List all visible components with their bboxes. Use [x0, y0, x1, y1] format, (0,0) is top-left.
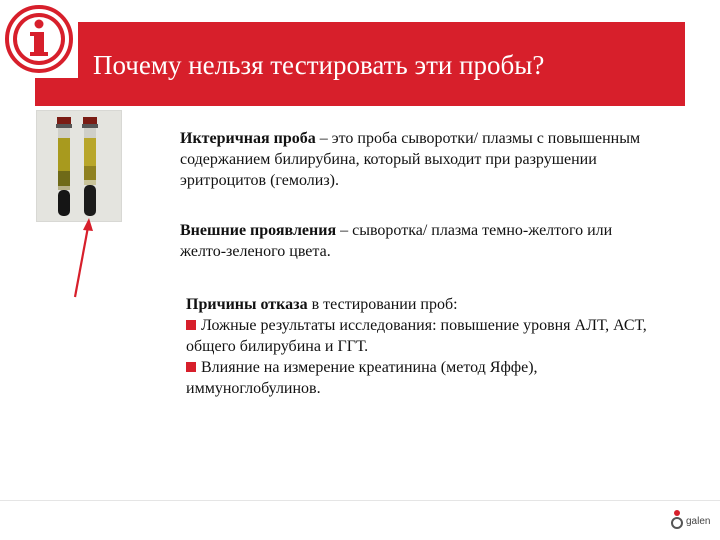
rejection-reasons [186, 294, 656, 399]
appearance-term: Внешние проявления [180, 222, 337, 239]
logo-text: galen [686, 516, 711, 527]
list-item [186, 357, 656, 399]
galen-logo [668, 508, 686, 532]
icteric-term: Иктеричная проба [180, 130, 316, 147]
bullet-icon [186, 320, 196, 330]
rejection-text: в тестировании проб: [307, 296, 458, 313]
rejection-heading [186, 294, 656, 315]
list-item-text: Влияние на измерение креатинина (метод Яффе), иммуноглобулинов. [186, 359, 538, 397]
arrow-icon [60, 215, 100, 300]
appearance-text: – сыворотка/ плазма темно-желтого или желто-зеленого цвета. [180, 222, 613, 260]
icteric-text: – это проба сыворотки/ плазмы с повышенным содержанием билирубина, который выходит при разрушении эритроцитов (гемолиз). [180, 130, 641, 189]
rejection-term: Причины отказа [186, 296, 308, 313]
list-item [186, 315, 656, 357]
footer-divider [0, 500, 720, 501]
page-title: Почему нельзя тестировать эти пробы? [93, 50, 545, 80]
appearance-paragraph [180, 220, 650, 262]
list-item-text: Ложные результаты исследования: повышение уровня АЛТ, АСТ, общего билирубина и ГГТ. [186, 317, 647, 355]
info-icon [0, 0, 78, 78]
bullet-icon [186, 362, 196, 372]
sample-tubes-photo [36, 110, 122, 222]
icteric-definition [180, 128, 650, 191]
